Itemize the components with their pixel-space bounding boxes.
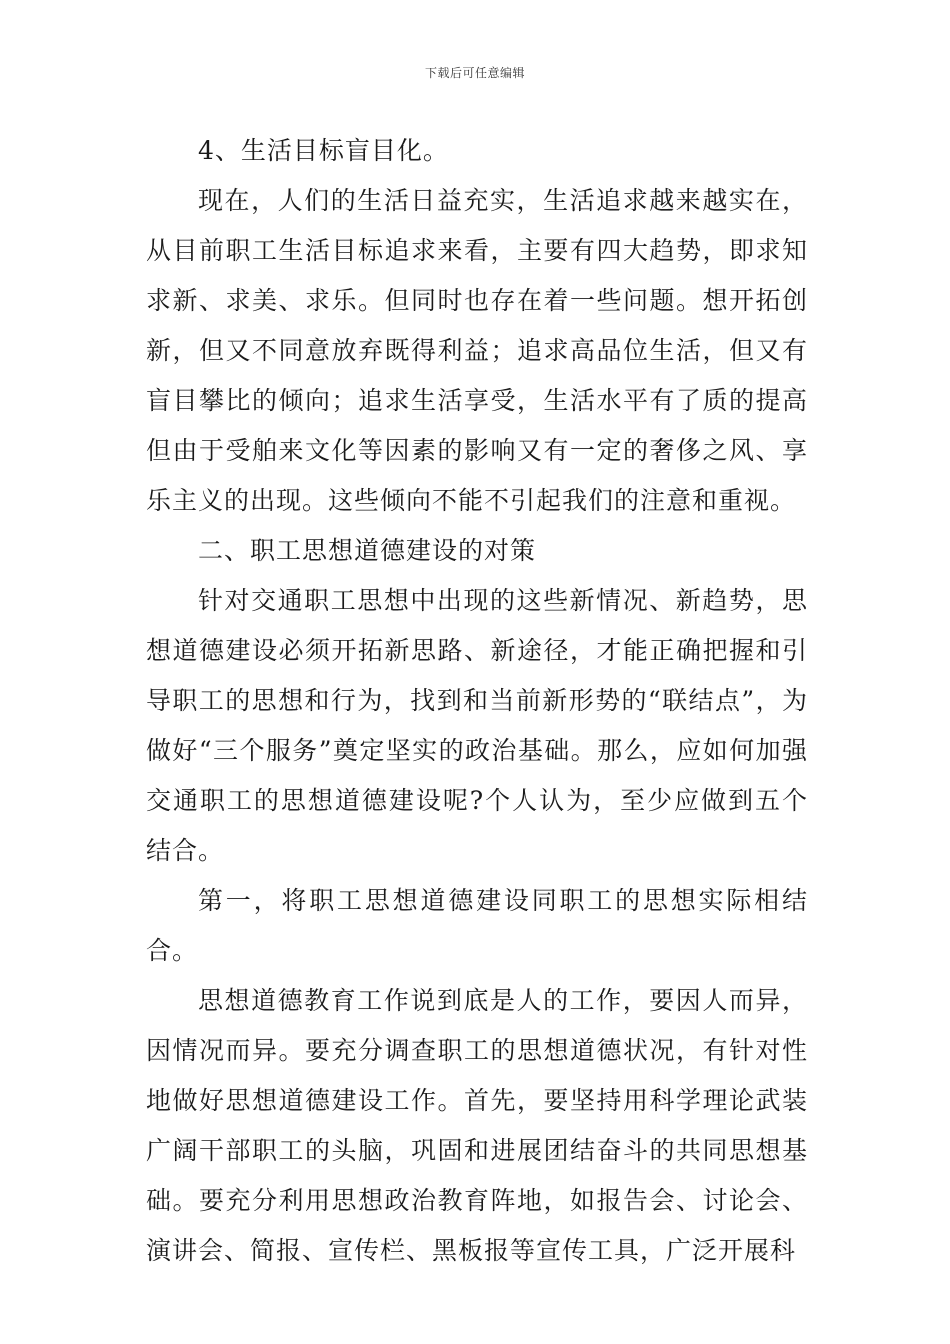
paragraph-subheading-4: 4、生活目标盲目化。 bbox=[198, 136, 449, 165]
paragraph-section-heading-2: 二、职工思想道德建设的对策 bbox=[198, 536, 537, 565]
paragraph-life-goals: 现在，人们的生活日益充实，生活追求越来越实在，从目前职工生活目标追求来看，主要有四大趋势，即求知求新、求美、求乐。但同时也存在着一些问题。想开拓创新，但又不同意放弃既得利益；追求高品位生活，但又有盲目攀比的倾向；追求生活享受，生活水平有了质的提高但由于受舶来文化等因素的影响又有一定的奢侈之风、享乐主义的出现。这些倾向不能不引起我们的注意和重视。 bbox=[146, 186, 808, 515]
paragraph-first-point: 第一，将职工思想道德建设同职工的思想实际相结合。 bbox=[146, 886, 808, 965]
paragraph-moral-education: 思想道德教育工作说到底是人的工作，要因人而异，因情况而异。要充分调查职工的思想道德状况，有针对性地做好思想道德建设工作。首先，要坚持用科学理论武装广阔干部职工的头脑，巩固和进展团结奋斗的共同思想基础。要充分利用思想政治教育阵地，如报告会、讨论会、演讲会、简报、宣传栏、黑板报等宣传工具，广泛开展科 bbox=[146, 986, 808, 1265]
page-header: 下载后可任意编辑 bbox=[424, 66, 525, 80]
paragraph-countermeasures: 针对交通职工思想中出现的这些新情况、新趋势，思想道德建设必须开拓新思路、新途径，才能正确把握和引导职工的思想和行为，找到和当前新形势的“联结点”，为做好“三个服务”奠定坚实的政治基础。那么，应如何加强交通职工的思想道德建设呢?个人认为，至少应做到五个结合。 bbox=[146, 586, 808, 865]
document-body bbox=[146, 126, 808, 1276]
